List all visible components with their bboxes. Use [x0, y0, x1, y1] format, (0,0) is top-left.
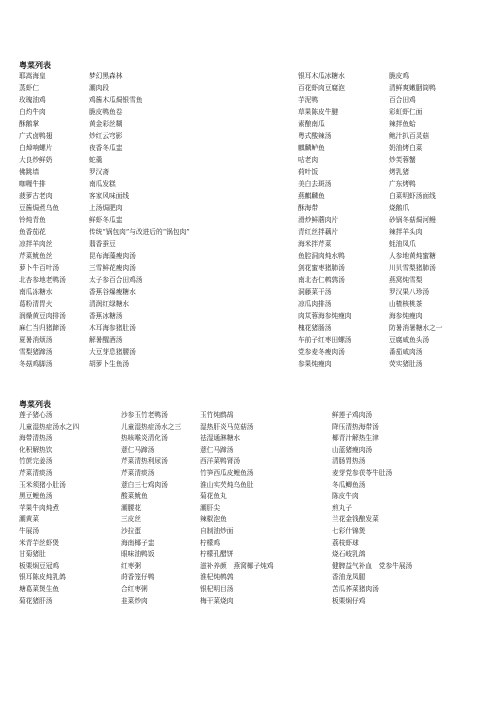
dish-name: 梅干菜烧肉 — [200, 596, 234, 605]
dish-name: 北杏参地老鸭汤 — [19, 276, 66, 284]
dish-name: 芹菜清热利尿汤 — [121, 457, 168, 466]
dish-name: 粤式酸辣汤 — [298, 132, 332, 140]
dish-name: 潮肉段 — [89, 84, 110, 92]
dish-name: 铃炖青鱼 — [19, 216, 46, 224]
dish-name: 梦幻黑森林 — [89, 72, 123, 80]
dish-name: 酸菜鱿鱼 — [121, 492, 148, 501]
dish-name: 红枣粥 — [121, 561, 142, 570]
dish-name: 莳香笼仔鸭 — [121, 573, 155, 582]
dish-name: 冬菇鸡脚汤 — [19, 360, 53, 368]
dish-name: 柠檬孔醋饼 — [200, 550, 234, 559]
dish-name: 海米拌芹菜 — [298, 240, 332, 248]
dish-name: 南北杏仁鹌鹑汤 — [298, 276, 345, 284]
dish-name: 清鲜爽嫩胭筒鸭 — [389, 84, 436, 92]
dish-name: 白菜明虾汤面线 — [389, 192, 436, 200]
dish-name: 麦芽党参茯苓牛肚汤 — [332, 469, 393, 477]
dish-name: 芹菜清痰汤 — [19, 469, 53, 477]
dish-name: 鲜莲子鸡肉汤 — [332, 411, 373, 419]
dish-name: 陈皮牛肉 — [332, 492, 359, 501]
dish-name: 川贝雪梨猪肺汤 — [389, 264, 436, 272]
dish-name: 塘葛菜煲生鱼 — [19, 585, 60, 593]
dish-name: 海南椰子盅 — [121, 538, 155, 547]
dish-name: 燕麒麟鱼 — [298, 192, 325, 200]
dish-name: 竹笋西瓜皮鲤鱼汤 — [200, 469, 254, 477]
dish-name: 菊花鱼丸 — [200, 492, 227, 501]
dish-name: 砂锅冬菇焗河鳗 — [389, 216, 436, 224]
dish-name: 烧鹅爪 — [389, 204, 410, 212]
dish-name: 素酿南瓜 — [298, 120, 325, 128]
dish-name: 薏白三七鸡肉汤 — [121, 480, 168, 489]
dish-name: 翡香蚕豆 — [89, 240, 116, 248]
dish-name: 湿热肝炎马苋菇汤 — [200, 422, 254, 431]
dish-name: 脆皮鸭鱼卷 — [89, 108, 123, 116]
dish-name: 化积解热饮 — [19, 445, 53, 454]
dish-name: 玫瑰油鸡 — [19, 96, 46, 104]
dish-name: 凉拌羊肉丝 — [19, 240, 53, 248]
dish-name: 蛇羹 — [89, 156, 103, 164]
dish-name: 鱼腔洞肉炖水鸭 — [298, 252, 345, 260]
dish-name: 牛展汤 — [19, 527, 40, 535]
dish-name: 雪梨猪蹄汤 — [19, 348, 53, 356]
dish-name: 海参炖瘦肉 — [389, 312, 423, 320]
dish-name: 潮腰花 — [121, 503, 142, 512]
dish-name: 槐花猪肠汤 — [298, 324, 332, 332]
dish-name: 百花虾肉豆腐泡 — [298, 84, 345, 92]
dish-name: 广东烤鸭 — [389, 180, 416, 188]
dish-name: 兰花金钱酿发菜 — [332, 515, 379, 524]
dish-name: 佛跳墙 — [19, 168, 40, 176]
dish-name: 黑豆鲤鱼汤 — [19, 492, 53, 501]
dish-name: 眼味油鸭饭 — [121, 550, 155, 559]
dish-name: 萝卜牛百叶汤 — [19, 264, 60, 272]
dish-name: 肉苁蓉海参炖瘦肉 — [298, 312, 352, 320]
dish-name: 芹菜鱿鱼丝 — [19, 252, 53, 260]
dish-name: 降压清热海带汤 — [332, 422, 379, 431]
dish-name: 淮杞炖鹌鹑 — [200, 573, 234, 582]
dish-name: 西洋菜鸭肾汤 — [200, 457, 241, 466]
dish-name: 七彩什锦煲 — [332, 527, 366, 535]
dish-name: 剑花蜜枣猪肺汤 — [298, 264, 345, 272]
dish-name: 蒸虾仁 — [19, 84, 40, 92]
dish-name: 辣拌羊头肉 — [389, 228, 423, 236]
dish-name: 儿童湿热症汤水之四 — [19, 422, 80, 431]
dish-name: 炒芙蓉蟹 — [389, 156, 416, 164]
dish-name: 健脾益气补血 党参牛展汤 — [332, 561, 413, 570]
dish-name: 沙参玉竹老鸭汤 — [121, 411, 168, 419]
dish-name: 潮肝尖 — [200, 503, 221, 512]
dish-name: 洞藤菜干汤 — [298, 288, 332, 296]
dish-name: 客家风味面线 — [89, 192, 130, 200]
dish-name: 沙拉蛋 — [121, 527, 142, 535]
dish-name: 清润红绿糖水 — [89, 300, 130, 308]
dish-name: 罗汉斋 — [89, 168, 110, 176]
dish-name: 玉米须猪小肚汤 — [19, 480, 66, 489]
dish-name: 韭菜炒肉 — [121, 596, 148, 605]
dish-name: 咕老肉 — [298, 156, 319, 164]
dish-name: 薏仁马蹄汤 — [121, 445, 155, 454]
dish-name: 脆皮鸡 — [389, 72, 410, 80]
dish-name: 豆腐咸鱼头汤 — [389, 336, 430, 344]
dish-name: 米青芋丝虾煲 — [19, 538, 60, 547]
dish-name: 麒麟鲈鱼 — [298, 144, 325, 152]
dish-name: 淮山实芡炖乌鱼肚 — [200, 480, 254, 489]
dish-name: 香蕉冰糖汤 — [89, 312, 123, 320]
dish-name: 荧实猪肚汤 — [389, 360, 423, 368]
dish-name: 上汤焗肥肉 — [89, 204, 123, 212]
dish-name: 炒红云穹影 — [89, 132, 123, 140]
dish-name: 三皮丝 — [121, 515, 142, 524]
dish-name: 祛湿通淋糖水 — [200, 434, 241, 443]
dish-name: 鸡酱木瓜焗银雪鱼 — [89, 96, 143, 104]
dish-name: 三雪鲜花瘦肉汤 — [89, 264, 136, 272]
dish-name: 百合田鸡 — [389, 96, 416, 104]
dish-name: 夏暑消烦汤 — [19, 336, 53, 344]
dish-name: 防暑消暑糖水之一 — [389, 324, 443, 332]
dish-name: 燕窝炖雪梨 — [389, 276, 423, 284]
dish-name: 酥鹅掌 — [19, 120, 40, 128]
dish-name: 莲子猪心汤 — [19, 411, 53, 419]
dish-name: 菠萝古老肉 — [19, 192, 53, 200]
dish-name: 香蕉谷爆瘦糖水 — [89, 288, 136, 296]
dish-name: 芹菜清痰汤 — [121, 469, 155, 477]
dish-name: 鱼香茄花 — [19, 228, 46, 236]
dish-name: 广式卤鸭翅 — [19, 132, 53, 140]
dish-name: 人参地黄炖蜜糖 — [389, 252, 436, 260]
dish-name: 草果陈皮牛腱 — [298, 108, 339, 116]
dish-name: 菊花猪肝汤 — [19, 596, 53, 605]
dish-name: 番茄咸肉汤 — [389, 348, 423, 356]
dish-name: 胡萝卜生鱼汤 — [89, 360, 130, 368]
dish-name: 银杞明目汤 — [200, 585, 234, 593]
dish-name: 山蓝猪瘦肉汤 — [332, 445, 373, 454]
dish-name: 滑炒鲜蘑肉片 — [298, 216, 339, 224]
dish-name: 银耳木瓜冰糖水 — [298, 72, 345, 80]
dish-name: 奶油烤白菜 — [389, 144, 423, 152]
dish-name: 昆布海藻瘦肉汤 — [89, 252, 136, 260]
dish-name: 香油龙凤腿 — [332, 573, 366, 582]
dish-name: 热咳喉炎清化汤 — [121, 434, 168, 443]
dish-name: 板栗焖仔鸡 — [332, 596, 366, 605]
dish-name: 甘菊猪肚 — [19, 550, 46, 559]
dish-name: 黄金彩丝糊 — [89, 120, 123, 128]
dish-name: 大良炒鲜奶 — [19, 156, 53, 164]
dish-name: 儿童湿热症汤水之三 — [121, 422, 182, 431]
dish-name: 木耳海参猪肚汤 — [89, 324, 136, 332]
dish-name: 美白去斑汤 — [298, 180, 332, 188]
dish-name: 豆酱焗煮乌鱼 — [19, 204, 60, 212]
dish-name: 罗汉果八珍汤 — [389, 288, 430, 296]
dish-name: 咖喱牛排 — [19, 180, 46, 188]
dish-name: 麻仁当归猪蹄汤 — [19, 324, 66, 332]
dish-name: 冬瓜鲫鱼汤 — [332, 480, 366, 489]
dish-name: 潮黄菜 — [19, 515, 40, 524]
dish-name: 凉瓜肉排汤 — [298, 300, 332, 308]
dish-name: 葛粉清胃火 — [19, 300, 53, 308]
dish-name: 白灼牛肉 — [19, 108, 46, 116]
dish-name: 山楂核桃茶 — [389, 300, 423, 308]
dish-name: 自制油炒面 — [200, 527, 234, 535]
dish-name: 烧石岐乳鸽 — [332, 550, 366, 559]
dish-name: 苦瓜荞菜猪肉汤 — [332, 585, 379, 593]
dish-name: 煎丸子 — [332, 503, 353, 512]
dish-name: 南瓜冻糖水 — [19, 288, 53, 296]
dish-name: 合红枣粥 — [121, 585, 148, 593]
dish-name: 玉竹炖鹧鸪 — [200, 411, 234, 419]
dish-name: 清肠胃热汤 — [332, 457, 366, 466]
dish-name: 参果炖瘦肉 — [298, 360, 332, 368]
dish-name: 车前子红枣田螺汤 — [298, 336, 352, 344]
dish-name: 芋泥鸭 — [298, 96, 319, 104]
dish-name: 柠檬鸡 — [200, 538, 221, 547]
dish-name: 青红丝拌藕片 — [298, 228, 339, 236]
dish-name: 太子参百合田鸡汤 — [89, 276, 143, 284]
dish-name: 夜香冬瓜盅 — [89, 144, 123, 152]
dish-name: 传统“锅包肉”与改进后的“锅包肉” — [89, 228, 190, 236]
section-title-1: 粤菜列表 — [19, 60, 51, 70]
dish-name: 白焯响螺片 — [19, 144, 53, 152]
dish-name: 椰青汁解热生津 — [332, 434, 379, 443]
dish-name: 彩虹虾仁面 — [389, 108, 423, 116]
dish-name: 板栗焖豆冠鸡 — [19, 561, 60, 570]
section-title-2: 粤菜列表 — [19, 399, 51, 409]
dish-name: 苹果牛肉炖煮 — [19, 503, 60, 512]
dish-name: 解暑醒酒汤 — [89, 336, 123, 344]
dish-name: 酥海带 — [298, 204, 319, 212]
dish-name: 荔枝虾球 — [332, 538, 359, 547]
dish-name: 滋补养颜 燕窝椰子炖鸡 — [200, 561, 274, 570]
dish-name: 海带清热汤 — [19, 434, 53, 443]
dish-name: 耶嵩海皇 — [19, 72, 46, 80]
dish-name: 薏仁马蹄汤 — [200, 445, 234, 454]
dish-name: 烤乳猪 — [389, 168, 410, 176]
dish-name: 荷叶饭 — [298, 168, 319, 176]
dish-name: 竹蔗完姜汤 — [19, 457, 53, 466]
dish-name: 润燥黄豆肉排汤 — [19, 312, 66, 320]
dish-name: 辣拌鱼蛤 — [389, 120, 416, 128]
dish-name: 党参麦冬瘦肉汤 — [298, 348, 345, 356]
dish-name: 辣椒泡鱼 — [200, 515, 227, 524]
dish-name: 南瓜发糕 — [89, 180, 116, 188]
dish-name: 银耳陈皮炖乳鸽 — [19, 573, 66, 582]
dish-name: 蚝油凤爪 — [389, 240, 416, 248]
dish-name: 鲍汁扒百灵菇 — [389, 132, 430, 140]
dish-name: 鲜虾冬瓜盅 — [89, 216, 123, 224]
dish-name: 大豆芽息猪腰汤 — [89, 348, 136, 356]
